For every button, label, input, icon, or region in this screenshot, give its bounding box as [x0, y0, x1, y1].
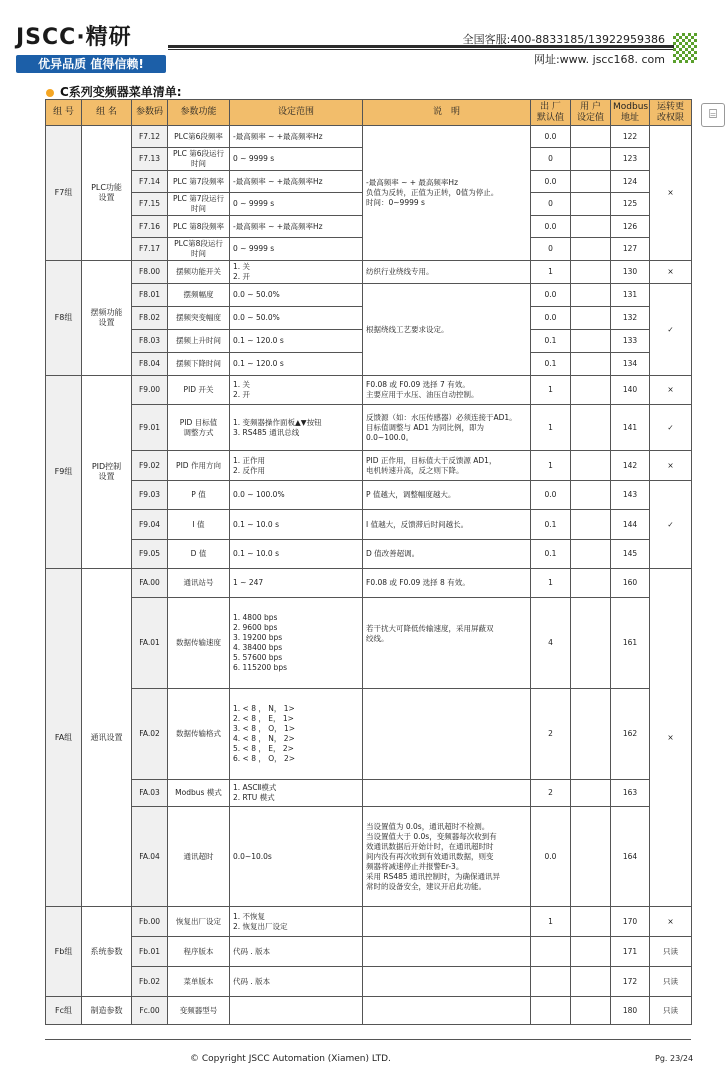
param-user — [571, 171, 611, 193]
param-perm: × — [650, 907, 692, 937]
group-id: FA组 — [46, 569, 82, 907]
param-function: PID 开关 — [168, 376, 230, 405]
section-title — [46, 83, 182, 100]
group-id: Fb组 — [46, 907, 82, 997]
param-addr: 164 — [611, 807, 650, 907]
param-desc: -最高频率 ~ + 最高频率Hz 负值为反转，正值为正转，0值为停止。 时间：0~9999 s — [363, 126, 531, 261]
group-id: Fc组 — [46, 997, 82, 1025]
param-code: F7.13 — [132, 148, 168, 171]
table-row — [46, 967, 692, 997]
param-code: Fb.01 — [132, 937, 168, 967]
param-desc: F0.08 或 F0.09 选择 7 有效。 主要应用于水压、油压自动控制。 — [363, 376, 531, 405]
table-row — [46, 997, 692, 1025]
param-function: PLC第8段运行 时间 — [168, 238, 230, 261]
param-desc: I 值越大，反馈滞后时间越长。 — [363, 510, 531, 540]
param-addr: 127 — [611, 238, 650, 261]
param-perm: 只读 — [650, 937, 692, 967]
param-default: 0.1 — [531, 353, 571, 376]
param-range: 0.1 ~ 120.0 s — [230, 353, 363, 376]
param-user — [571, 997, 611, 1025]
param-user — [571, 689, 611, 780]
param-function: 通讯站号 — [168, 569, 230, 598]
param-range: 1. 关 2. 开 — [230, 376, 363, 405]
param-desc: PID 正作用，目标值大于反馈源 AD1， 电机转速升高，反之则下降。 — [363, 451, 531, 481]
param-function: 摆频幅度 — [168, 284, 230, 307]
param-perm: ✓ — [650, 481, 692, 569]
param-range: 1. 正作用 2. 反作用 — [230, 451, 363, 481]
param-addr: 161 — [611, 598, 650, 689]
param-function: PLC第6段频率 — [168, 126, 230, 148]
param-range: 1. 变频器操作面板▲▼按钮 3. RS485 通讯总线 — [230, 405, 363, 451]
section-title-text: C系列变频器菜单清单: — [60, 85, 182, 99]
col-header: 说 明 — [363, 100, 531, 126]
param-addr: 133 — [611, 330, 650, 353]
brand-logo: JSCC·精研 — [16, 25, 132, 50]
param-range: 0.0 ~ 50.0% — [230, 284, 363, 307]
param-code: FA.03 — [132, 780, 168, 807]
param-addr: 180 — [611, 997, 650, 1025]
param-desc: 根据绕线工艺要求设定。 — [363, 284, 531, 376]
param-addr: 122 — [611, 126, 650, 148]
param-function: 变频器型号 — [168, 997, 230, 1025]
param-desc: 反馈源（如：水压传感器）必须连接于AD1。 目标值调整与 AD1 为同比例，即为 0.0~100.0。 — [363, 405, 531, 451]
param-range — [230, 997, 363, 1025]
param-function: 摆频上升时间 — [168, 330, 230, 353]
param-desc — [363, 997, 531, 1025]
table-row — [46, 780, 692, 807]
hotline-text: 全国客服:400-8833185/13922959386 — [462, 33, 665, 46]
table-row — [46, 376, 692, 405]
group-name: 系统参数 — [82, 907, 132, 997]
bullet-icon — [46, 89, 54, 97]
param-desc — [363, 907, 531, 937]
param-range: 代码 . 版本 — [230, 967, 363, 997]
param-default: 1 — [531, 569, 571, 598]
param-user — [571, 510, 611, 540]
param-code: F7.15 — [132, 193, 168, 216]
param-default: 0.1 — [531, 330, 571, 353]
param-addr: 131 — [611, 284, 650, 307]
table-header-row — [46, 100, 692, 126]
table-row — [46, 540, 692, 569]
param-function: PLC 第6段运行 时间 — [168, 148, 230, 171]
param-perm: ✓ — [650, 284, 692, 376]
param-addr: 143 — [611, 481, 650, 510]
param-user — [571, 569, 611, 598]
header-divider-thin — [168, 49, 674, 50]
table-row — [46, 510, 692, 540]
param-code: F9.04 — [132, 510, 168, 540]
param-code: FA.04 — [132, 807, 168, 907]
param-user — [571, 353, 611, 376]
param-addr: 170 — [611, 907, 650, 937]
param-default: 0.0 — [531, 171, 571, 193]
param-range: 0 ~ 9999 s — [230, 238, 363, 261]
param-user — [571, 261, 611, 284]
col-header: 参数功能 — [168, 100, 230, 126]
param-user — [571, 598, 611, 689]
param-default: 0.0 — [531, 307, 571, 330]
param-user — [571, 376, 611, 405]
table-row — [46, 689, 692, 780]
param-code: F7.17 — [132, 238, 168, 261]
param-code: F9.03 — [132, 481, 168, 510]
param-range: 0.0~10.0s — [230, 807, 363, 907]
param-range: 0.1 ~ 10.0 s — [230, 510, 363, 540]
table-row — [46, 451, 692, 481]
param-addr: 144 — [611, 510, 650, 540]
param-user — [571, 216, 611, 238]
param-user — [571, 330, 611, 353]
param-addr: 140 — [611, 376, 650, 405]
page-header — [0, 0, 727, 82]
param-range: 0 ~ 9999 s — [230, 193, 363, 216]
param-user — [571, 126, 611, 148]
param-default: 0 — [531, 238, 571, 261]
param-addr: 130 — [611, 261, 650, 284]
param-default: 1 — [531, 405, 571, 451]
param-code: FA.01 — [132, 598, 168, 689]
table-row — [46, 937, 692, 967]
table-row — [46, 126, 692, 148]
param-code: FA.00 — [132, 569, 168, 598]
param-default: 0.0 — [531, 216, 571, 238]
col-header: 参数码 — [132, 100, 168, 126]
col-header: 组 名 — [82, 100, 132, 126]
param-function: PLC 第7段频率 — [168, 171, 230, 193]
param-default: 0.1 — [531, 540, 571, 569]
param-function: D 值 — [168, 540, 230, 569]
param-function: 摆频功能开关 — [168, 261, 230, 284]
param-addr: 142 — [611, 451, 650, 481]
param-desc: D 值改善超调。 — [363, 540, 531, 569]
col-header: 运转更 改权限 — [650, 100, 692, 126]
table-row — [46, 284, 692, 307]
param-perm: 只读 — [650, 967, 692, 997]
param-user — [571, 148, 611, 171]
param-function: PLC 第8段频率 — [168, 216, 230, 238]
param-default: 0.0 — [531, 284, 571, 307]
param-addr: 141 — [611, 405, 650, 451]
col-header: 组 号 — [46, 100, 82, 126]
param-default: 1 — [531, 451, 571, 481]
group-name: PID控制 设置 — [82, 376, 132, 569]
footer-divider — [45, 1039, 691, 1040]
param-user — [571, 937, 611, 967]
param-function: 恢复出厂设定 — [168, 907, 230, 937]
param-range: -最高频率 ~ +最高频率Hz — [230, 126, 363, 148]
param-default: 0 — [531, 193, 571, 216]
param-perm: × — [650, 451, 692, 481]
table-row — [46, 807, 692, 907]
param-user — [571, 307, 611, 330]
param-range: 0.0 ~ 50.0% — [230, 307, 363, 330]
param-default: 2 — [531, 689, 571, 780]
group-id: F9组 — [46, 376, 82, 569]
param-desc: 纺织行业绕线专用。 — [363, 261, 531, 284]
param-default: 2 — [531, 780, 571, 807]
param-function: P 值 — [168, 481, 230, 510]
col-header: 出 厂 默认值 — [531, 100, 571, 126]
qr-code-icon — [673, 33, 697, 63]
param-addr: 162 — [611, 689, 650, 780]
table-row — [46, 261, 692, 284]
param-code: F8.00 — [132, 261, 168, 284]
param-function: I 值 — [168, 510, 230, 540]
param-desc: 若干扰大可降低传输速度，采用屏蔽双 绞线。 — [363, 598, 531, 689]
param-addr: 134 — [611, 353, 650, 376]
param-addr: 123 — [611, 148, 650, 171]
param-default: 0 — [531, 148, 571, 171]
param-addr: 132 — [611, 307, 650, 330]
param-perm: ✓ — [650, 405, 692, 451]
param-user — [571, 780, 611, 807]
param-range: -最高频率 ~ +最高频率Hz — [230, 216, 363, 238]
param-addr: 145 — [611, 540, 650, 569]
param-code: Fb.00 — [132, 907, 168, 937]
col-header: 用 户 设定值 — [571, 100, 611, 126]
param-default: 0.0 — [531, 807, 571, 907]
group-name: PLC功能 设置 — [82, 126, 132, 261]
param-code: Fb.02 — [132, 967, 168, 997]
param-user — [571, 807, 611, 907]
group-name: 摆频功能 设置 — [82, 261, 132, 376]
table-row — [46, 569, 692, 598]
copyright-text: © Copyright JSCC Automation (Xiamen) LTD. — [190, 1054, 391, 1064]
param-addr: 172 — [611, 967, 650, 997]
param-default: 4 — [531, 598, 571, 689]
param-function: Modbus 模式 — [168, 780, 230, 807]
param-addr: 124 — [611, 171, 650, 193]
param-code: F7.16 — [132, 216, 168, 238]
group-name: 制造参数 — [82, 997, 132, 1025]
param-range: 1. 关 2. 开 — [230, 261, 363, 284]
param-function: 通讯超时 — [168, 807, 230, 907]
table-row — [46, 598, 692, 689]
param-perm: × — [650, 376, 692, 405]
param-code: F8.03 — [132, 330, 168, 353]
param-user — [571, 238, 611, 261]
param-user — [571, 907, 611, 937]
param-addr: 163 — [611, 780, 650, 807]
param-default — [531, 997, 571, 1025]
param-default: 1 — [531, 907, 571, 937]
brand-slogan: 优异品质 值得信赖! — [16, 55, 166, 73]
param-range: 1. 不恢复 2. 恢复出厂设定 — [230, 907, 363, 937]
table-row — [46, 405, 692, 451]
param-default: 1 — [531, 261, 571, 284]
param-code: F8.04 — [132, 353, 168, 376]
param-code: F9.05 — [132, 540, 168, 569]
scan-icon[interactable]: ⌸ — [701, 103, 725, 127]
param-range: 0.0 ~ 100.0% — [230, 481, 363, 510]
page-number: Pg. 23/24 — [655, 1054, 694, 1063]
param-addr: 125 — [611, 193, 650, 216]
group-id: F7组 — [46, 126, 82, 261]
table-row — [46, 481, 692, 510]
param-function: 数据传输格式 — [168, 689, 230, 780]
param-code: F9.01 — [132, 405, 168, 451]
param-desc — [363, 780, 531, 807]
param-function: PID 作用方向 — [168, 451, 230, 481]
param-desc — [363, 689, 531, 780]
param-addr: 171 — [611, 937, 650, 967]
param-perm: 只读 — [650, 997, 692, 1025]
param-range: 0.1 ~ 120.0 s — [230, 330, 363, 353]
param-default: 0.1 — [531, 510, 571, 540]
param-code: F8.01 — [132, 284, 168, 307]
param-range: 1. ASCⅡ模式 2. RTU 模式 — [230, 780, 363, 807]
group-name: 通讯设置 — [82, 569, 132, 907]
param-function: PLC 第7段运行 时间 — [168, 193, 230, 216]
param-desc: 当设置值为 0.0s，通讯超时不检测。 当设置值大于 0.0s，变频器每次收到有 效通讯数据后开始计时，在通讯超时时 间内没有再次收到有效通讯数据，则变 频器将减速停止并报警Er-3。 采用 RS485 通讯控制时，为确保通讯异 常时的设备安全，建议开启此功能。 — [363, 807, 531, 907]
param-user — [571, 967, 611, 997]
param-desc — [363, 967, 531, 997]
param-code: F9.00 — [132, 376, 168, 405]
param-desc: P 值越大，调整幅度越大。 — [363, 481, 531, 510]
parameter-table — [45, 99, 692, 1025]
param-range: 1. 4800 bps 2. 9600 bps 3. 19200 bps 4. 38400 bps 5. 57600 bps 6. 115200 bps — [230, 598, 363, 689]
param-default — [531, 967, 571, 997]
param-code: Fc.00 — [132, 997, 168, 1025]
col-header: Modbus 地址 — [611, 100, 650, 126]
param-user — [571, 193, 611, 216]
param-default — [531, 937, 571, 967]
param-user — [571, 451, 611, 481]
param-code: F9.02 — [132, 451, 168, 481]
param-function: 摆频下降时间 — [168, 353, 230, 376]
param-code: F7.12 — [132, 126, 168, 148]
param-user — [571, 405, 611, 451]
param-function: PID 目标值 调整方式 — [168, 405, 230, 451]
param-default: 0.0 — [531, 481, 571, 510]
param-range: 0.1 ~ 10.0 s — [230, 540, 363, 569]
param-function: 摆频突变幅度 — [168, 307, 230, 330]
param-range: -最高频率 ~ +最高频率Hz — [230, 171, 363, 193]
param-function: 数据传输速度 — [168, 598, 230, 689]
param-default: 0.0 — [531, 126, 571, 148]
param-user — [571, 284, 611, 307]
param-user — [571, 540, 611, 569]
param-range: 0 ~ 9999 s — [230, 148, 363, 171]
param-perm: × — [650, 126, 692, 261]
param-addr: 126 — [611, 216, 650, 238]
param-addr: 160 — [611, 569, 650, 598]
param-range: 代码 . 版本 — [230, 937, 363, 967]
param-desc — [363, 937, 531, 967]
param-default: 1 — [531, 376, 571, 405]
param-range: 1. < 8 ， N， 1> 2. < 8 ， E， 1> 3. < 8 ， O， 1> 4. < 8 ， N， 2> 5. < 8 ， E， 2> 6. < 8 ， O， 2> — [230, 689, 363, 780]
group-id: F8组 — [46, 261, 82, 376]
param-code: FA.02 — [132, 689, 168, 780]
param-function: 程序版本 — [168, 937, 230, 967]
param-perm: × — [650, 569, 692, 907]
param-code: F7.14 — [132, 171, 168, 193]
param-range: 1 ~ 247 — [230, 569, 363, 598]
param-code: F8.02 — [132, 307, 168, 330]
col-header: 设定范围 — [230, 100, 363, 126]
website-text: 网址:www. jscc168. com — [533, 53, 665, 66]
param-function: 菜单版本 — [168, 967, 230, 997]
param-user — [571, 481, 611, 510]
param-perm: × — [650, 261, 692, 284]
param-desc: F0.08 或 F0.09 选择 8 有效。 — [363, 569, 531, 598]
table-row — [46, 907, 692, 937]
